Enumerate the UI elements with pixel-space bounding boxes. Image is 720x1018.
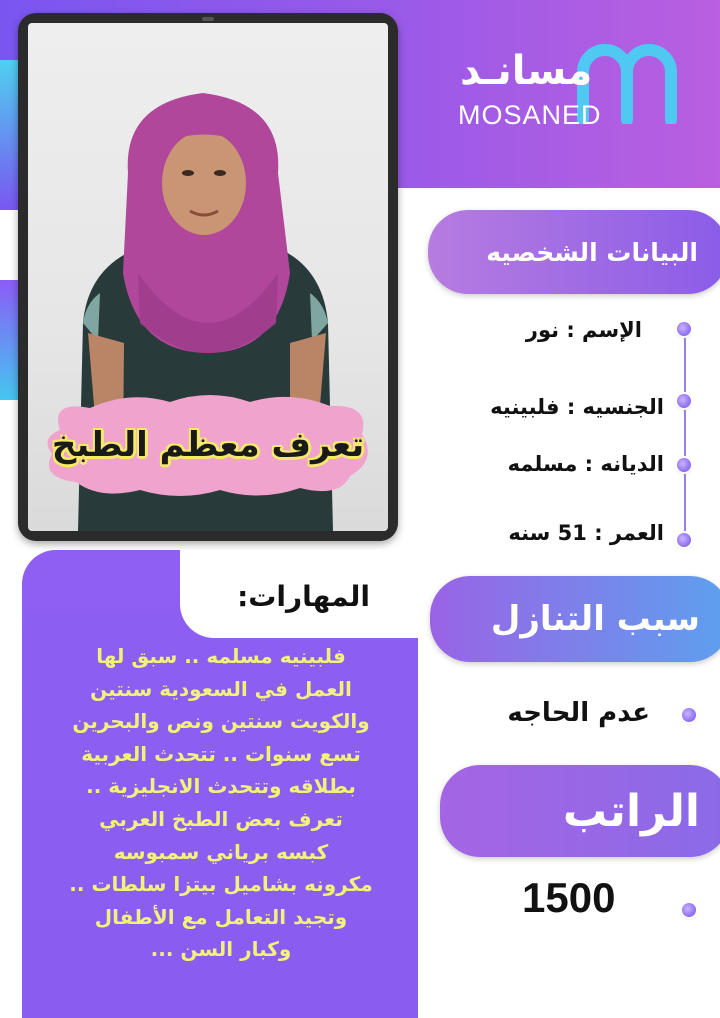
waiver-reason-value: عدم الحاجه xyxy=(507,698,650,728)
photo-tablet-frame xyxy=(18,13,398,541)
skills-line: وتجيد التعامل مع الأطفال xyxy=(94,904,348,929)
info-age: العمر : 51 سنه xyxy=(508,521,664,545)
timeline-dot-name xyxy=(677,322,691,336)
skills-line: العمل في السعودية سنتين xyxy=(90,676,352,701)
skills-line: فلبينيه مسلمه .. سبق لها xyxy=(96,644,346,668)
timeline-dot-nationality xyxy=(677,394,691,408)
salary-header: الراتب xyxy=(440,765,720,857)
reason-dot xyxy=(682,708,696,722)
skills-line: والكويت سنتين ونص والبحرين xyxy=(72,709,370,734)
skills-description xyxy=(32,640,410,966)
brand-logo xyxy=(450,42,700,132)
salary-value: 1500 xyxy=(522,874,616,921)
skills-line: مكرونه بشاميل بيتزا سلطات .. xyxy=(69,872,373,897)
skills-title: المهارات: xyxy=(237,580,370,613)
timeline-dot-religion xyxy=(677,458,691,472)
info-religion: الديانه : مسلمه xyxy=(507,452,664,476)
skills-line: تعرف بعض الطبخ العربي xyxy=(99,806,343,831)
skills-line: تسع سنوات .. تتحدث العربية xyxy=(81,741,361,766)
tablet-camera xyxy=(202,17,214,21)
timeline-dot-age xyxy=(677,533,691,547)
waiver-reason-header: سبب التنازل xyxy=(430,576,720,662)
skills-line: بطلاقه وتتحدث الانجليزية .. xyxy=(86,774,356,799)
info-nationality: الجنسيه : فلبينيه xyxy=(490,395,664,419)
cooking-caption-banner xyxy=(40,390,376,500)
personal-data-header: البيانات الشخصيه xyxy=(428,210,720,294)
photo-screen xyxy=(28,23,388,531)
info-timeline-line xyxy=(684,328,686,540)
brand-name-arabic: مسانـد xyxy=(460,48,593,94)
salary-dot xyxy=(682,903,696,917)
info-name: الإسم : نور xyxy=(525,318,642,342)
skills-line: وكبار السن ... xyxy=(150,937,292,962)
cooking-caption-text: تعرف معظم الطبخ xyxy=(51,425,365,465)
brand-name-english: MOSANED xyxy=(458,100,602,130)
skills-line: كبسه برياني سمبوسه xyxy=(113,839,329,864)
